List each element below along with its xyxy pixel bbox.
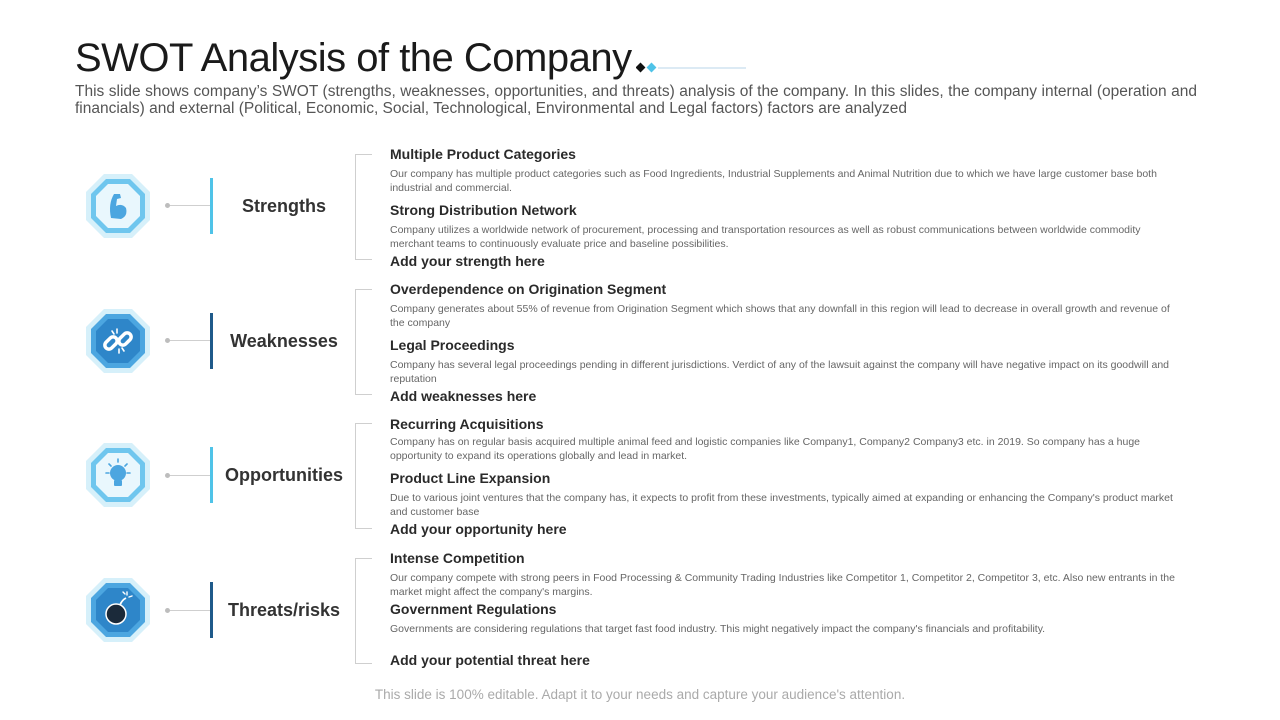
slide-title: SWOT Analysis of the Company [75, 36, 632, 80]
lightbulb-icon [84, 441, 152, 509]
item-bracket [355, 558, 372, 664]
item-description: Governments are considering regulations that target fast food industry. This might negatively impact the company's financials and profitability. [390, 623, 1046, 635]
category-weaknesses: Weaknesses [230, 331, 338, 351]
title-decoration [636, 62, 746, 74]
threats-items [390, 550, 1185, 668]
connector-line [167, 475, 211, 476]
item-heading: Government Regulations [390, 601, 557, 617]
opportunities-items [390, 416, 1185, 537]
item-heading: Intense Competition [390, 550, 525, 566]
bomb-icon [84, 576, 152, 644]
add-item-placeholder: Add weaknesses here [390, 388, 537, 404]
item-heading: Overdependence on Origination Segment [390, 281, 667, 297]
add-item-placeholder: Add your potential threat here [390, 652, 590, 668]
item-description: Our company has multiple product categories such as Food Ingredients, Industrial Supplements and Animal Nutrition due to which we have large customer base both industrial and commercial. [390, 168, 1157, 194]
category-bar [210, 582, 213, 638]
category-opportunities: Opportunities [225, 465, 343, 485]
item-heading: Multiple Product Categories [390, 146, 576, 162]
add-item-placeholder: Add your opportunity here [390, 521, 567, 537]
item-description: Due to various joint ventures that the company has, it expects to profit from these investments, typically aimed at expanding or enhancing the Company's product market and customer base [390, 492, 1173, 518]
item-heading: Product Line Expansion [390, 470, 551, 486]
weaknesses-items [390, 281, 1185, 404]
category-bar [210, 447, 213, 503]
broken-link-icon [84, 307, 152, 375]
flexed-arm-icon [84, 172, 152, 240]
category-bar [210, 313, 213, 369]
slide-subtitle: This slide shows company’s SWOT (strengths, weaknesses, opportunities, and threats) analysis of the company. In this slides, the company internal (operation and financials) and external (Political, Economic, Social, Technological, Environmental and Legal factors) factors are analyzed [75, 83, 1197, 117]
item-description: Our company compete with strong peers in Food Processing & Community Trading Industries like Competitor 1, Competitor 2, Competitor 3, etc. Also new entrants in the market might affect the company's margins. [390, 572, 1175, 598]
item-heading: Strong Distribution Network [390, 202, 577, 218]
connector-line [167, 340, 211, 341]
connector-line [167, 610, 211, 611]
item-bracket [355, 289, 372, 395]
strengths-items [390, 146, 1185, 269]
item-bracket [355, 154, 372, 260]
connector-line [167, 205, 211, 206]
item-bracket [355, 423, 372, 529]
category-threats: Threats/risks [227, 600, 341, 620]
item-description: Company generates about 55% of revenue from Origination Segment which shows that any downfall in this region will lead to decrease in overall growth and revenue of the company [390, 303, 1170, 329]
item-heading: Legal Proceedings [390, 337, 515, 353]
item-description: Company utilizes a worldwide network of procurement, processing and transportation resources as well as robust communications between worldwide commodity merchant teams to continuously evaluate price and baseline possibilities. [390, 224, 1141, 250]
item-description: Company has several legal proceedings pending in different jurisdictions. Verdict of any of the lawsuit against the company will have negative impact on its goodwill and reputation [390, 359, 1170, 385]
item-description: Company has on regular basis acquired multiple animal feed and logistic companies like Company1, Company2 Company3 etc. in 2019. So company has a huge opportunity to expand its operations globally and lead in market. [390, 436, 1141, 462]
slide-footer: This slide is 100% editable. Adapt it to your needs and capture your audience's attention. [374, 687, 906, 702]
category-strengths: Strengths [241, 196, 326, 216]
item-heading: Recurring Acquisitions [390, 416, 544, 432]
add-item-placeholder: Add your strength here [390, 253, 545, 269]
category-bar [210, 178, 213, 234]
